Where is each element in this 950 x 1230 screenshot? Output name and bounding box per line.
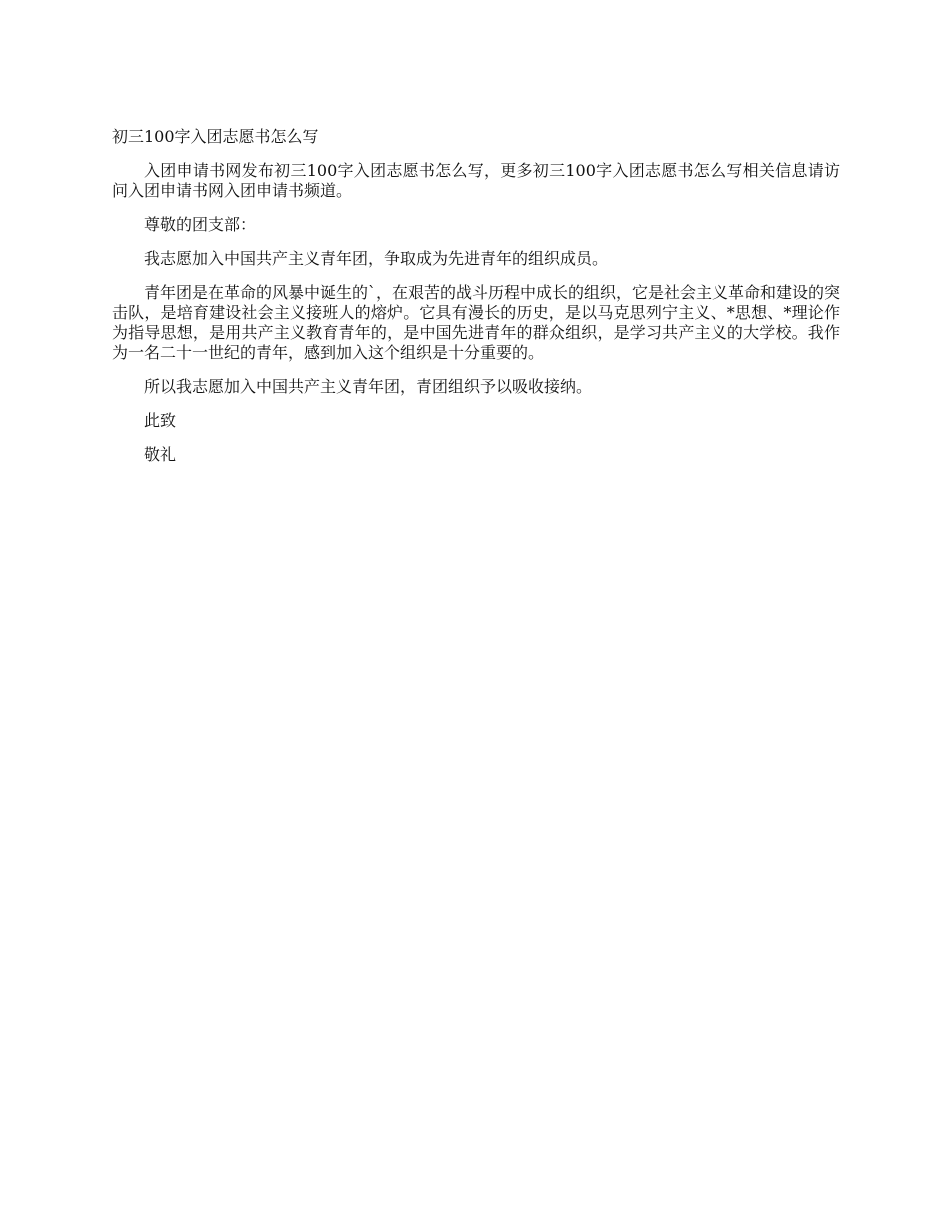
closing-line: 敬礼 bbox=[144, 445, 177, 464]
body-paragraph: 青年团是在革命的风暴中诞生的`，在艰苦的战斗历程中成长的组织，它是社会主义革命和建设的突击队，是培育建设社会主义接班人的熔炉。它具有漫长的历史，是以马克思列宁主义、*思想、*理论作为指导思想，是用共产主义教育青年的，是中国先进青年的群众组织，是学习共产主义的大学校。我作为一名二十一世纪的青年，感到加入这个组织是十分重要的。 bbox=[112, 283, 841, 362]
document-body bbox=[112, 127, 840, 479]
body-paragraph: 我志愿加入中国共产主义青年团，争取成为先进青年的组织成员。 bbox=[144, 249, 609, 268]
document-title: 初三100字入团志愿书怎么写 bbox=[112, 127, 319, 146]
closing-line: 此致 bbox=[144, 411, 177, 430]
intro-paragraph: 入团申请书网发布初三100字入团志愿书怎么写，更多初三100字入团志愿书怎么写相关信息请访问入团申请书网入团申请书频道。 bbox=[112, 161, 840, 200]
body-paragraph: 所以我志愿加入中国共产主义青年团，青团组织予以吸收接纳。 bbox=[144, 377, 593, 396]
salutation: 尊敬的团支部： bbox=[144, 215, 257, 234]
